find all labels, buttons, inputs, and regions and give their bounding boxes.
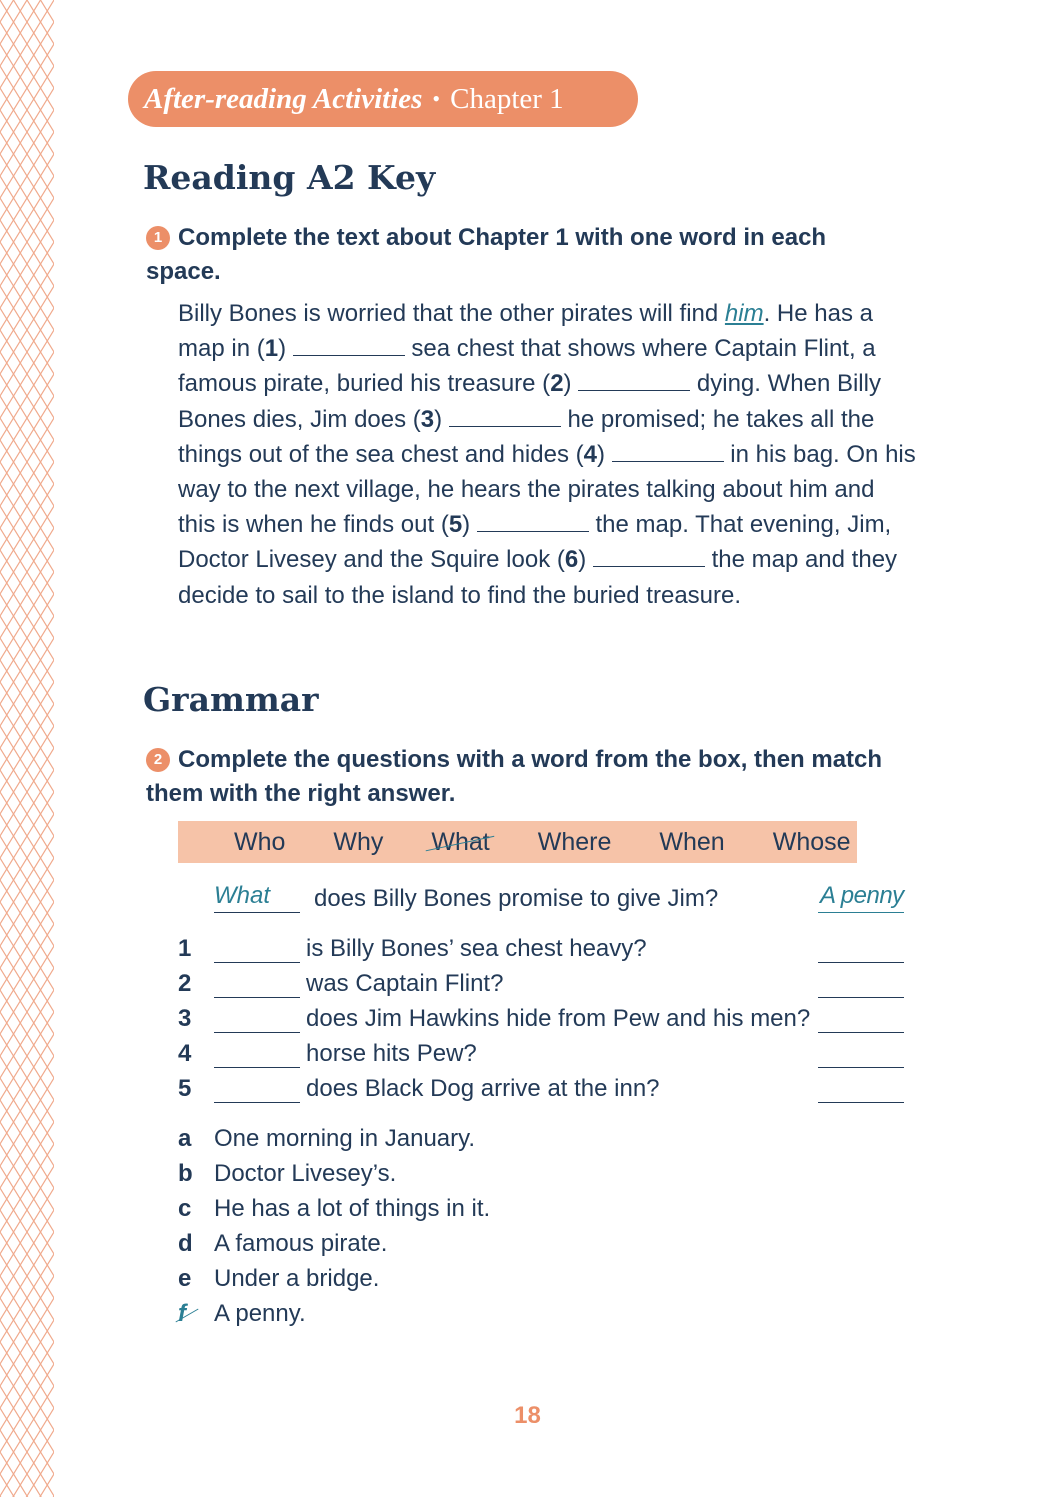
reading-text: Billy Bones is worried that the other pirates will find him. He has a map in (1) sea chest that shows where Captain Flint, a famous pirate, buried his treasure (2) dying. When Billy Bones dies, Jim does (3) he promised; he takes all the things out of the sea chest and hides (4) in his bag. On his way to the next village, he hears the pirates talking about him and this is when he finds out (5) the map. That evening, Jim, Doctor Livesey and the Squire look (6) the map and they decide to sail to the island to find the buried treasure. bbox=[178, 300, 916, 609]
blank-5[interactable] bbox=[477, 513, 589, 532]
blank-1[interactable] bbox=[293, 337, 405, 356]
answer-option-used: f A penny. bbox=[178, 1300, 306, 1327]
banner-chapter: Chapter 1 bbox=[450, 82, 564, 115]
example-answer: him bbox=[724, 300, 764, 327]
word-when: When bbox=[659, 827, 725, 856]
question-row: 5 does Black Dog arrive at the inn? bbox=[178, 1068, 904, 1103]
blank-2[interactable] bbox=[578, 372, 690, 391]
example-question-text: does Billy Bones promise to give Jim? bbox=[314, 885, 719, 912]
word-what-crossed: What bbox=[431, 827, 490, 856]
question-blank[interactable] bbox=[214, 1010, 300, 1033]
answer-blank[interactable] bbox=[818, 975, 904, 998]
answer-option: b Doctor Livesey’s. bbox=[178, 1160, 397, 1187]
blank-6[interactable] bbox=[593, 548, 705, 567]
word-where: Where bbox=[537, 827, 612, 856]
question-row: 2 was Captain Flint? bbox=[178, 963, 904, 998]
page-number: 18 bbox=[514, 1402, 541, 1429]
instruction-text: Complete the text about Chapter 1 with one word in each space. bbox=[146, 224, 827, 285]
instruction-text: Complete the questions with a word from the box, then match them with the right answer. bbox=[146, 746, 883, 807]
question-row: 4 horse hits Pew? bbox=[178, 1033, 904, 1068]
example-answer-blank: A penny bbox=[818, 882, 904, 913]
section-title-grammar: Grammar bbox=[143, 680, 319, 719]
exercise-2-instruction bbox=[146, 743, 916, 811]
word-why: Why bbox=[333, 827, 384, 856]
question-blank[interactable] bbox=[214, 975, 300, 998]
banner-separator: • bbox=[432, 86, 441, 111]
answer-option: e Under a bridge. bbox=[178, 1265, 380, 1292]
word-who: Who bbox=[234, 827, 286, 856]
example-blank: What bbox=[214, 882, 300, 913]
question-blank[interactable] bbox=[214, 1045, 300, 1068]
answer-blank[interactable] bbox=[818, 1010, 904, 1033]
answer-blank[interactable] bbox=[818, 1045, 904, 1068]
answer-option: a One morning in January. bbox=[178, 1125, 476, 1152]
word-box bbox=[178, 821, 857, 863]
banner-title: After-reading Activities bbox=[144, 82, 423, 115]
chapter-banner bbox=[128, 71, 638, 127]
exercise-1-instruction bbox=[146, 221, 886, 289]
section-title-reading: Reading A2 Key bbox=[143, 158, 436, 197]
question-blank[interactable] bbox=[214, 940, 300, 963]
question-blank[interactable] bbox=[214, 1080, 300, 1103]
blank-3[interactable] bbox=[449, 408, 561, 427]
answer-option: c He has a lot of things in it. bbox=[178, 1195, 491, 1222]
example-question bbox=[178, 878, 904, 913]
blank-4[interactable] bbox=[612, 443, 724, 462]
exercise-number-badge: 2 bbox=[146, 748, 170, 772]
word-whose: Whose bbox=[772, 827, 851, 856]
question-row: 1 is Billy Bones’ sea chest heavy? bbox=[178, 928, 904, 963]
answer-blank[interactable] bbox=[818, 940, 904, 963]
side-pattern bbox=[0, 0, 54, 1497]
answer-blank[interactable] bbox=[818, 1080, 904, 1103]
exercise-number-badge: 1 bbox=[146, 226, 170, 250]
answer-option: d A famous pirate. bbox=[178, 1230, 388, 1257]
question-row: 3 does Jim Hawkins hide from Pew and his men? bbox=[178, 998, 904, 1033]
